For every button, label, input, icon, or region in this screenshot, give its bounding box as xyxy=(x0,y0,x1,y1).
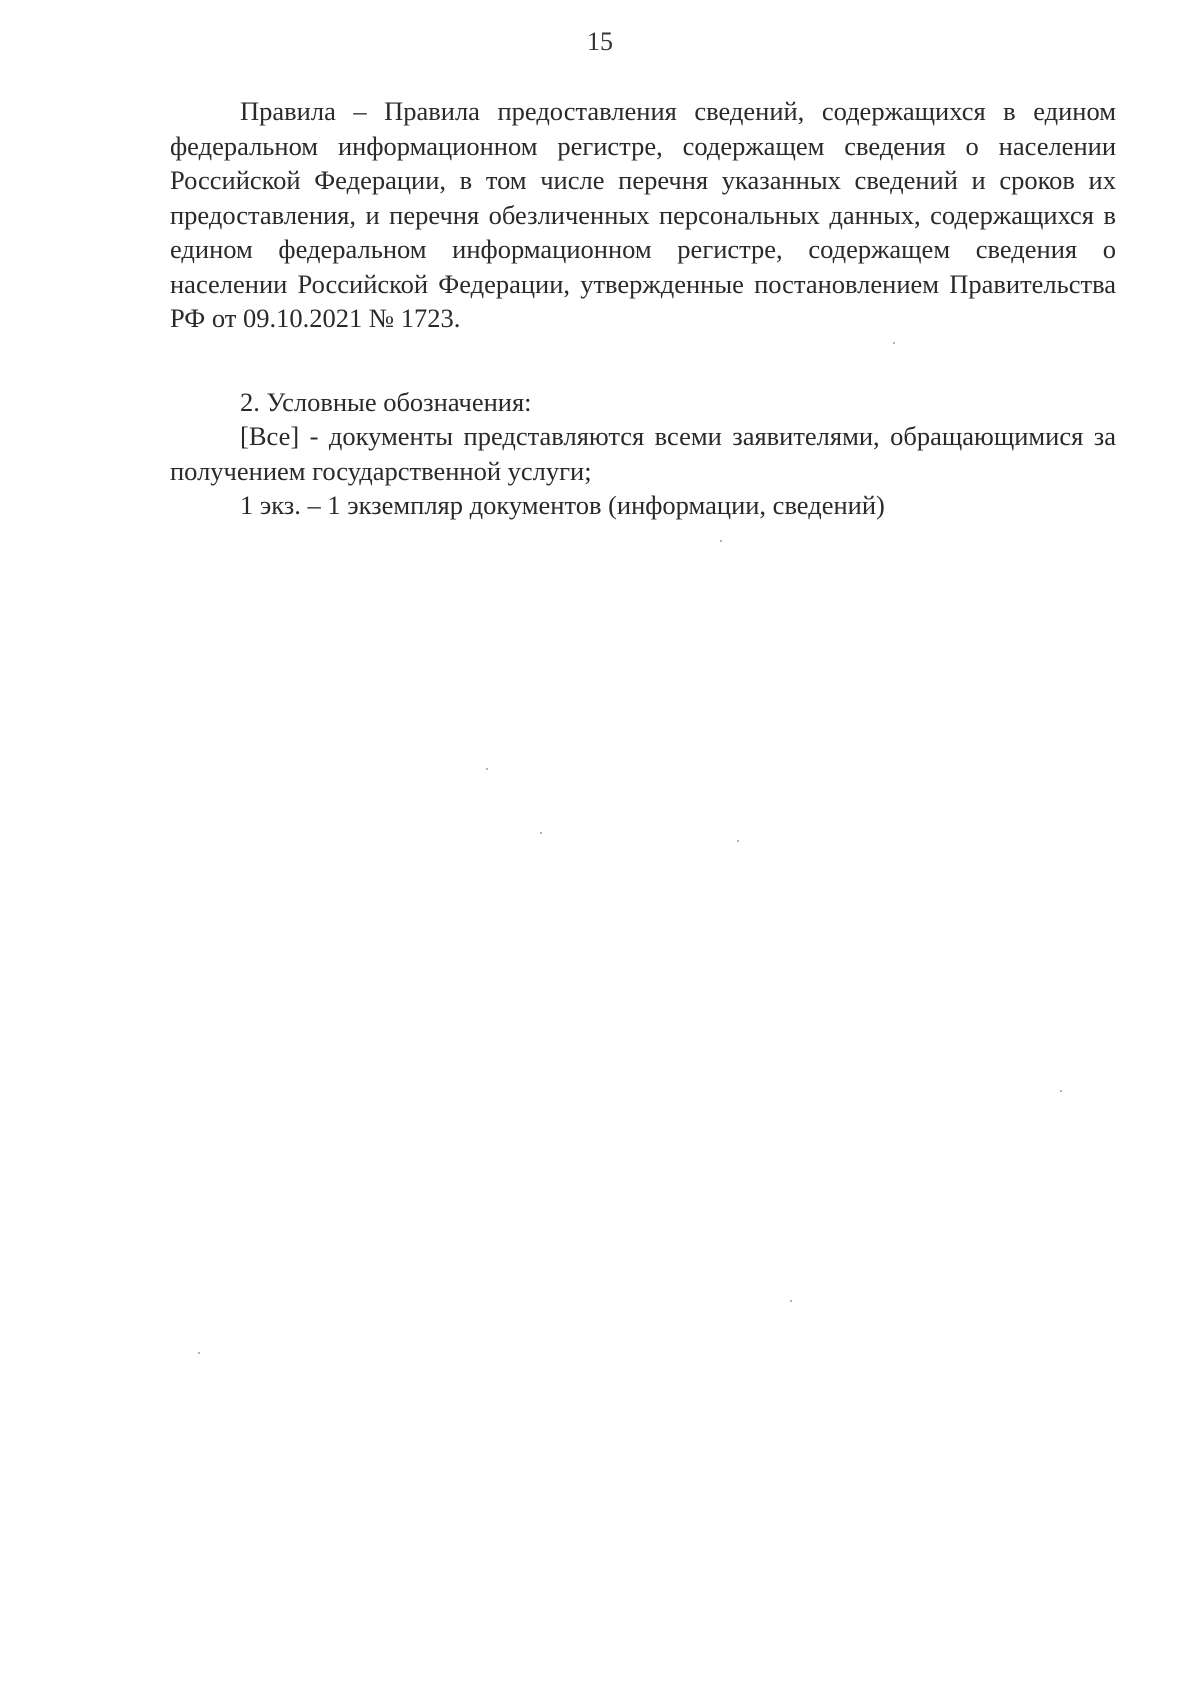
rules-definition-paragraph: Правила – Правила предоставления сведений, содержащихся в едином федеральном информационном регистре, содержащем сведения о населении Российской Федерации, в том числе перечня указанных сведений и сроков их предоставления, и перечня обезличенных персональных данных, содержащихся в едином федеральном информационном регистре, содержащем сведения о населении Российской Федерации, утвержденные постановлением Правительства РФ от 09.10.2021 № 1723. xyxy=(170,96,1116,333)
scan-speck xyxy=(893,342,895,344)
legend-one-copy: 1 экз. – 1 экземпляр документов (информации, сведений) xyxy=(240,490,885,520)
scan-speck xyxy=(790,1300,792,1302)
scan-speck xyxy=(1060,1090,1062,1092)
scan-speck xyxy=(720,540,722,542)
scan-speck xyxy=(198,1352,200,1354)
legend-heading: 2. Условные обозначения: xyxy=(240,386,532,417)
scan-speck xyxy=(540,832,542,834)
legend-all-applicants: [Все] - документы представляются всеми заявителями, обращающимися за получением государственной услуги; xyxy=(170,421,1116,486)
page-number: 15 xyxy=(587,27,613,56)
document-body xyxy=(170,94,1116,523)
scan-speck xyxy=(737,840,739,842)
scan-speck xyxy=(486,768,488,770)
